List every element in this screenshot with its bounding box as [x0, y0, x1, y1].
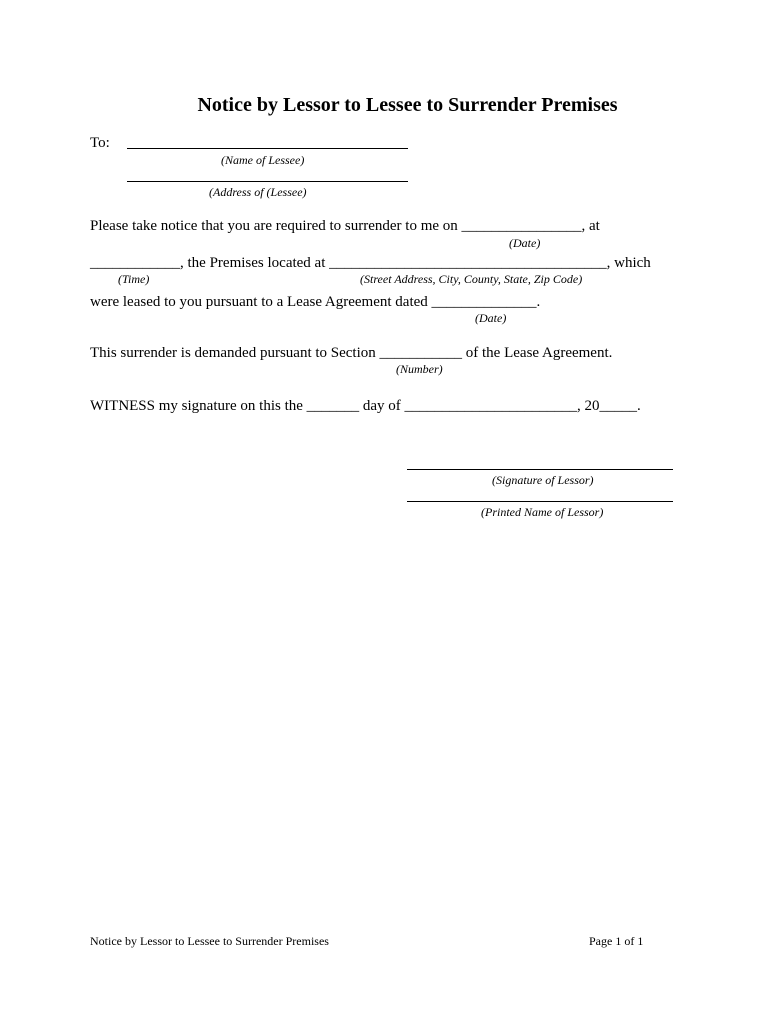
to-label: To: [90, 135, 110, 151]
lessee-name-blank [127, 148, 408, 149]
paragraph1-line1: Please take notice that you are required to surrender to me on ________________, at [90, 218, 600, 234]
number-caption: (Number) [396, 362, 443, 376]
paragraph2: This surrender is demanded pursuant to Section ___________ of the Lease Agreement. [90, 345, 613, 361]
street-address-caption: (Street Address, City, County, State, Zip Code) [360, 272, 583, 286]
printed-name-blank [407, 501, 673, 502]
paragraph1-line2: ____________, the Premises located at _____________________________________, which [90, 255, 651, 271]
paragraph1-line3: were leased to you pursuant to a Lease Agreement dated ______________. [90, 294, 541, 310]
printed-name-caption: (Printed Name of Lessor) [481, 505, 604, 519]
signature-blank [407, 469, 673, 470]
document-title: Notice by Lessor to Lessee to Surrender Premises [197, 94, 618, 116]
page-number: Page 1 of 1 [589, 934, 644, 948]
lessee-address-blank [127, 181, 408, 182]
date-caption-2: (Date) [475, 311, 507, 325]
witness-line: WITNESS my signature on this the _______ day of _______________________, 20_____. [90, 398, 641, 414]
address-of-lessee-caption: (Address of (Lessee) [209, 185, 307, 199]
date-caption-1: (Date) [509, 236, 541, 250]
footer-title: Notice by Lessor to Lessee to Surrender Premises [90, 934, 329, 948]
time-caption: (Time) [118, 272, 150, 286]
signature-caption: (Signature of Lessor) [492, 473, 594, 487]
name-of-lessee-caption: (Name of Lessee) [221, 153, 305, 167]
